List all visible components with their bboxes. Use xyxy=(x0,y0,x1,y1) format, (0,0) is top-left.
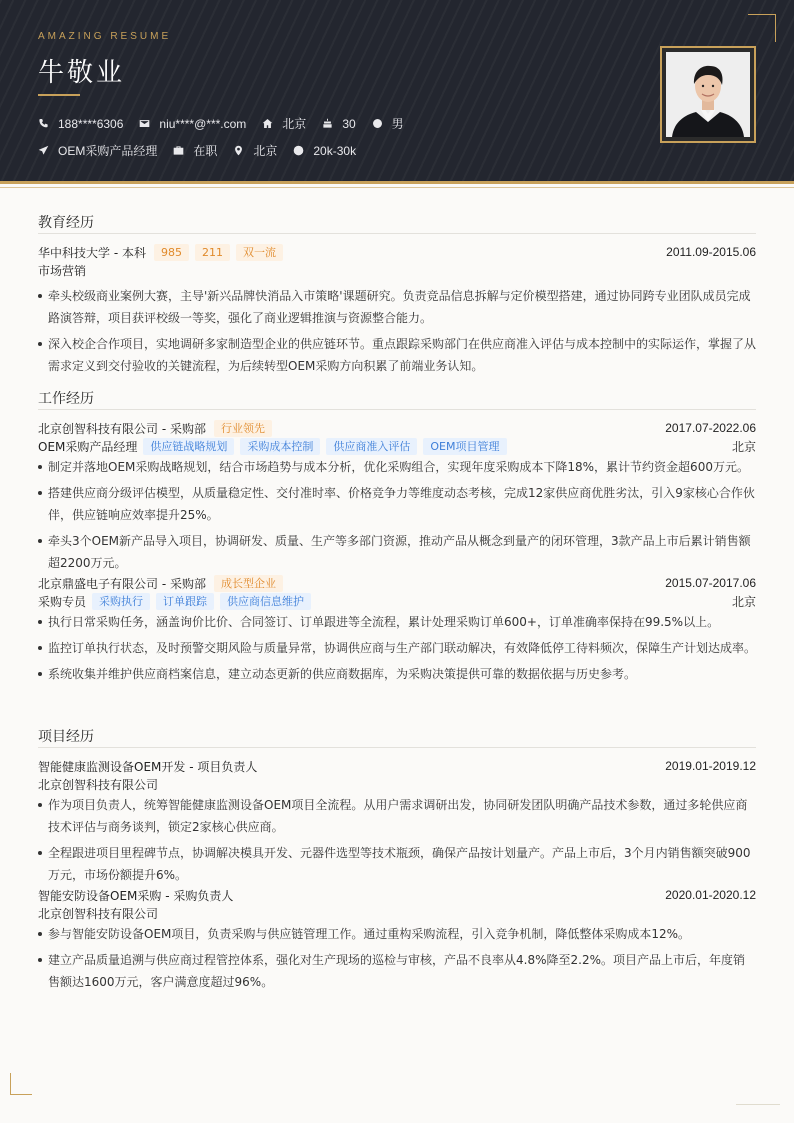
target-position-item xyxy=(38,142,157,159)
job-header-row xyxy=(38,574,756,592)
list-item: 执行日常采购任务，涵盖询价比价、合同签订、订单跟进等全流程，累计处理采购订单600+，订单准确率保持在99.5%以上。 xyxy=(38,611,756,633)
phone-icon xyxy=(38,118,49,129)
skill-tag: 订单跟踪 xyxy=(156,593,214,610)
company-tag: 行业领先 xyxy=(214,420,272,437)
home-icon xyxy=(262,118,273,129)
list-item: 参与智能安防设备OEM项目，负责采购与供应链管理工作。通过重构采购流程，引入竞争机制，降低整体采购成本12%。 xyxy=(38,923,756,945)
corner-ornament xyxy=(10,1073,32,1095)
name-underline xyxy=(38,94,80,96)
project-date: 2020.01-2020.12 xyxy=(665,888,756,902)
target-position-text: OEM采购产品经理 xyxy=(58,144,158,158)
email-item xyxy=(139,117,246,131)
school-tag: 985 xyxy=(154,244,189,261)
list-item: 牵头3个OEM新产品导入项目，协调研发、质量、生产等多部门资源，推动产品从概念到量产的闭环管理，3款产品上市后累计销售额超2200万元。 xyxy=(38,530,756,574)
job-bullets xyxy=(38,611,756,685)
skill-tag: 采购执行 xyxy=(92,593,150,610)
school-tag: 双一流 xyxy=(236,244,283,261)
phone-text: 188****6306 xyxy=(58,116,124,131)
school-name: 华中科技大学 - 本科 xyxy=(38,245,146,260)
gender-item xyxy=(372,115,404,132)
job-city: 北京 xyxy=(731,439,756,454)
section-title: 项目经历 xyxy=(38,726,756,748)
send-icon xyxy=(38,145,49,156)
school-tag: 211 xyxy=(195,244,230,261)
work-section xyxy=(38,388,756,689)
list-item: 系统收集并维护供应商档案信息，建立动态更新的供应商数据库，为采购决策提供可靠的数据依据与历史参考。 xyxy=(38,663,756,685)
gender-icon xyxy=(372,118,383,129)
home-city-item xyxy=(262,115,306,132)
project-name: 智能安防设备OEM采购 - 采购负责人 xyxy=(38,888,234,903)
footer-line xyxy=(736,1104,780,1105)
skill-tag: 采购成本控制 xyxy=(240,438,320,455)
project-bullets xyxy=(38,794,756,886)
project-org: 北京创智科技有限公司 xyxy=(38,777,159,792)
target-city-item xyxy=(233,142,277,159)
age-text: 30 xyxy=(342,116,356,131)
status-item xyxy=(173,142,217,159)
salary-item xyxy=(293,144,356,158)
job-header-row xyxy=(38,419,756,437)
job-position-row xyxy=(38,437,756,455)
email-text: niu****@***.com xyxy=(159,116,247,131)
job-date: 2015.07-2017.06 xyxy=(665,576,756,590)
resume-header xyxy=(0,0,794,184)
project-org-row xyxy=(38,904,756,922)
skill-tag: 供应商准入评估 xyxy=(326,438,417,455)
project-bullets xyxy=(38,923,756,993)
major-row xyxy=(38,261,756,279)
home-city-text: 北京 xyxy=(282,117,307,131)
project-date: 2019.01-2019.12 xyxy=(665,759,756,773)
salary-icon xyxy=(293,145,304,156)
salary-text: 20k-30k xyxy=(313,143,357,158)
project-header-row xyxy=(38,757,756,775)
list-item: 制定并落地OEM采购战略规划，结合市场趋势与成本分析，优化采购组合，实现年度采购成本下降18%，累计节约资金超600万元。 xyxy=(38,456,756,478)
resume-kicker: AMAZING RESUME xyxy=(38,31,172,42)
gender-text: 男 xyxy=(391,117,404,131)
major: 市场营销 xyxy=(38,263,87,278)
phone-item xyxy=(38,117,123,131)
list-item: 搭建供应商分级评估模型，从质量稳定性、交付准时率、价格竞争力等维度动态考核，完成12家供应商优胜劣汰，引入9家核心合作伙伴，供应链响应效率提升25%。 xyxy=(38,482,756,526)
project-org: 北京创智科技有限公司 xyxy=(38,906,159,921)
list-item: 建立产品质量追溯与供应商过程管控体系，强化对生产现场的巡检与审核，产品不良率从4.8%降至2.2%。项目产品上市后，年度销售额达1600万元，客户满意度超过96%。 xyxy=(38,949,756,993)
company-name: 北京创智科技有限公司 - 采购部 xyxy=(38,421,206,436)
education-date: 2011.09-2015.06 xyxy=(666,245,756,259)
list-item: 监控订单执行状态，及时预警交期风险与质量异常，协调供应商与生产部门联动解决，有效降低停工待料频次，保障生产计划达成率。 xyxy=(38,637,756,659)
location-icon xyxy=(233,145,244,156)
contact-row xyxy=(38,115,420,132)
header-divider xyxy=(0,187,794,188)
company-tag: 成长型企业 xyxy=(214,575,283,592)
skill-tag: 供应链战略规划 xyxy=(143,438,234,455)
corner-ornament xyxy=(748,14,776,42)
job-date: 2017.07-2022.06 xyxy=(665,421,756,435)
job-position-row xyxy=(38,592,756,610)
job-position: OEM采购产品经理 xyxy=(38,439,138,454)
section-title: 教育经历 xyxy=(38,212,756,234)
section-title: 工作经历 xyxy=(38,388,756,410)
list-item: 全程跟进项目里程碑节点，协调解决模具开发、元器件选型等技术瓶颈，确保产品按计划量产。产品上市后，3个月内销售额突破900万元，市场份额提升6%。 xyxy=(38,842,756,886)
education-header-row xyxy=(38,243,756,261)
job-intent-row xyxy=(38,142,372,159)
skill-tag: 供应商信息维护 xyxy=(220,593,311,610)
project-name: 智能健康监测设备OEM开发 - 项目负责人 xyxy=(38,759,258,774)
profile-photo xyxy=(666,52,750,137)
project-org-row xyxy=(38,775,756,793)
status-text: 在职 xyxy=(193,144,218,158)
profile-photo-frame xyxy=(660,46,756,143)
job-bullets xyxy=(38,456,756,574)
skill-tag: OEM项目管理 xyxy=(423,438,506,455)
list-item: 作为项目负责人，统筹智能健康监测设备OEM项目全流程。从用户需求调研出发，协同研发团队明确产品技术参数，通过多轮供应商技术评估与商务谈判，锁定2家核心供应商。 xyxy=(38,794,756,838)
cake-icon xyxy=(322,118,333,129)
target-city-text: 北京 xyxy=(253,144,278,158)
mail-icon xyxy=(139,118,150,129)
projects-section xyxy=(38,726,756,997)
education-bullets xyxy=(38,285,756,377)
company-name: 北京鼎盛电子有限公司 - 采购部 xyxy=(38,576,206,591)
job-position: 采购专员 xyxy=(38,594,87,609)
candidate-name: 牛敬业 xyxy=(38,58,126,88)
project-header-row xyxy=(38,886,756,904)
job-city: 北京 xyxy=(731,594,756,609)
list-item: 牵头校级商业案例大赛，主导'新兴品牌快消品入市策略'课题研究。负责竞品信息拆解与定价模型搭建，通过协同跨专业团队成员完成路演答辩，项目获评校级一等奖，强化了商业逻辑推演与资源整合能力。 xyxy=(38,285,756,329)
education-section xyxy=(38,212,756,381)
age-item xyxy=(322,117,355,131)
briefcase-icon xyxy=(173,145,184,156)
list-item: 深入校企合作项目，实地调研多家制造型企业的供应链环节。重点跟踪采购部门在供应商准入评估与成本控制中的实际运作，掌握了从需求定义到交付验收的关键流程，为后续转型OEM采购方向积累了前端业务认知。 xyxy=(38,333,756,377)
